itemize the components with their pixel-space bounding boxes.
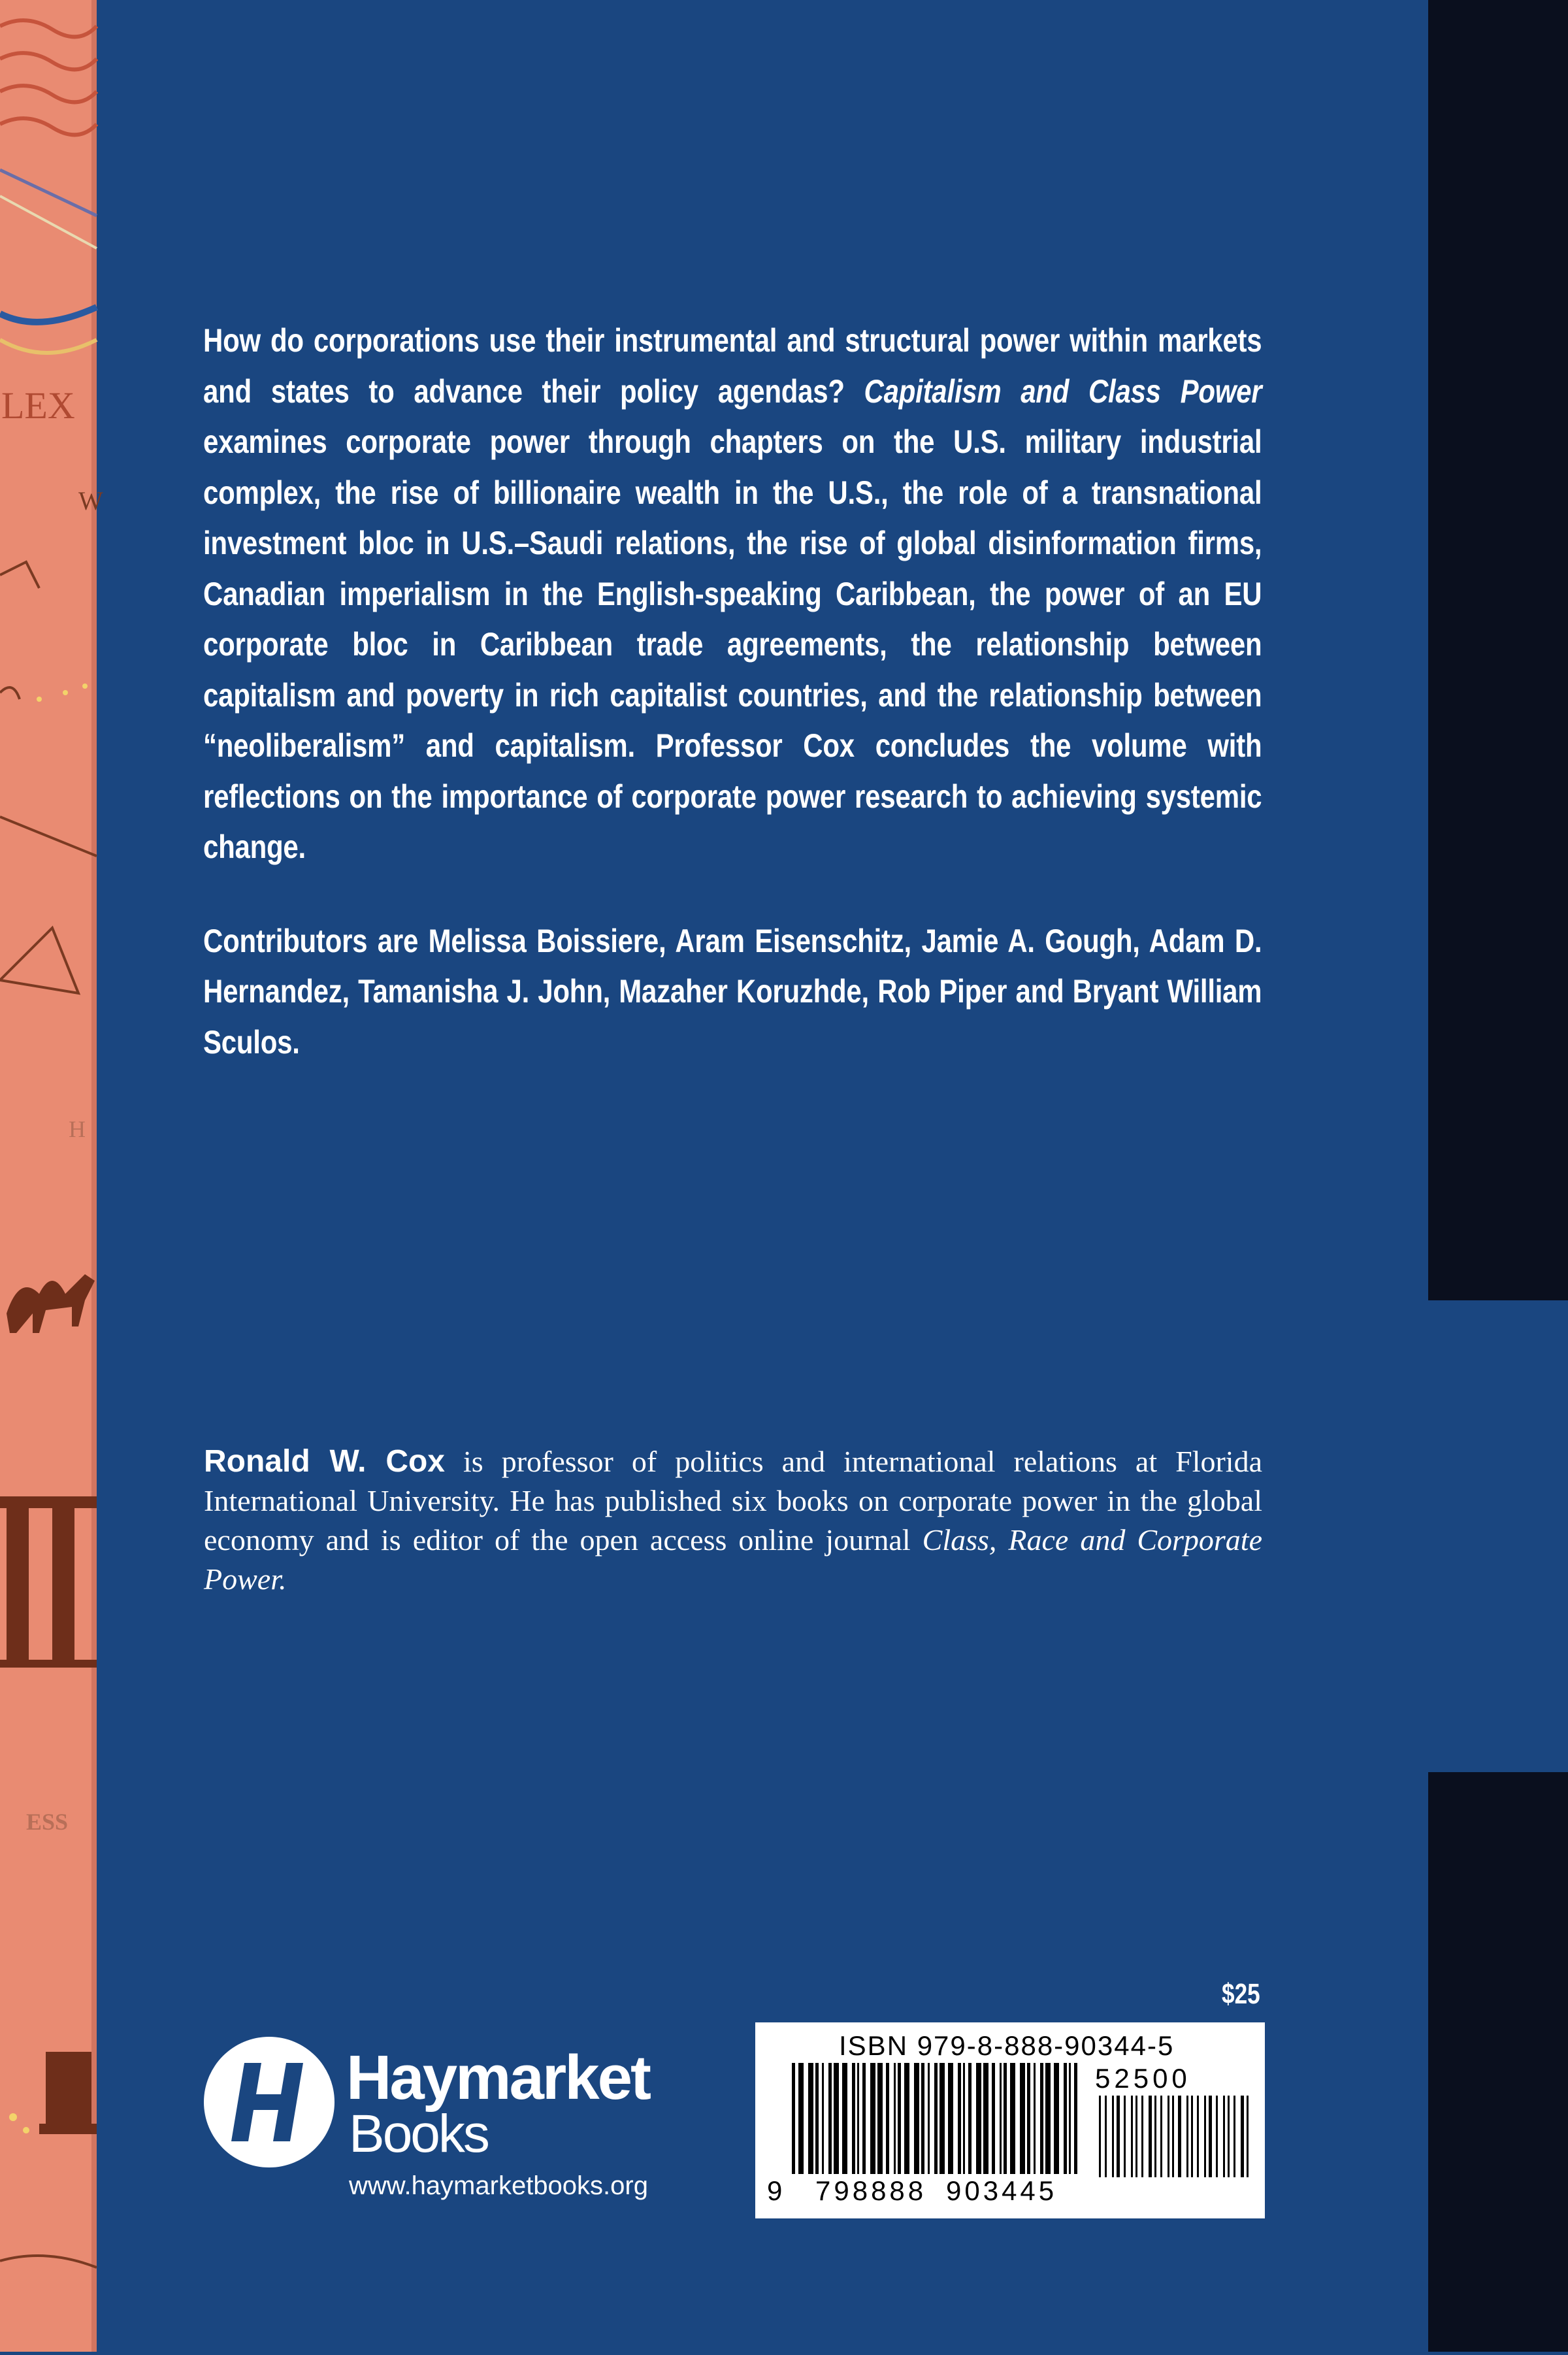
barcode-bar [904,2063,909,2174]
barcode-bar [862,2063,866,2174]
barcode-bar [992,2063,995,2174]
book-title-inline: Capitalism and Class Power [864,372,1262,410]
barcode-bar [1000,2063,1002,2174]
barcode-bar [898,2063,901,2174]
barcode-bar [983,2063,988,2174]
barcode-bar [1197,2096,1199,2177]
barcode-bar [815,2063,819,2174]
cover-illustration-strip [0,0,103,2352]
author-name: Ronald W. Cox [204,1444,446,1479]
barcode-bar [1247,2096,1249,2177]
barcode-bar [808,2063,813,2174]
barcode-main-bars [792,2063,1079,2181]
edge-bar-bottom [1428,1772,1568,2352]
barcode-bar [1141,2096,1143,2177]
barcode-bar [1054,2063,1059,2174]
price: $25 [1222,1978,1260,2010]
barcode-bar [1241,2096,1244,2177]
barcode-bar [1027,2063,1030,2174]
barcode-digits-left: 798888 [815,2175,927,2206]
barcode-bar [1172,2096,1174,2177]
publisher-logo [204,2037,700,2213]
barcode-bar [914,2063,919,2174]
barcode-bar [1216,2096,1218,2177]
barcode-bar [928,2063,930,2174]
barcode-bar [1069,2063,1071,2174]
journal-title: Class, Race and Corporate Power. [204,1523,1263,1596]
barcode-bar [1064,2063,1067,2174]
spine-edge-bars [1428,0,1568,2352]
description-text-start: How do corporations use their instrumental and structural power within markets and states to advance their policy agendas? [203,322,1262,410]
contributors-paragraph: Contributors are Melissa Boissiere, Aram Eisenschitz, Jamie A. Gough, Adam D. Hernandez, Tamanisha J. John, Mazaher Koruzhde, Rob Piper and Bryant William Sculos. [203,922,1262,1061]
book-description [203,316,1262,1068]
barcode-bar [828,2063,832,2174]
barcode-bar [886,2063,889,2174]
barcode-bar [1233,2096,1235,2177]
barcode-bar [1168,2096,1169,2177]
barcode-bar [958,2063,961,2174]
barcode-bar [1191,2096,1193,2177]
barcode-bar [857,2063,859,2174]
barcode-bar [921,2063,924,2174]
barcode-digit-first: 9 [767,2175,786,2206]
barcode-bar [968,2063,972,2174]
barcode-digits-right: 903445 [946,2175,1058,2206]
svg-text:H: H [69,1116,86,1142]
barcode-bar [1045,2063,1051,2174]
barcode-bar [1204,2096,1206,2177]
barcode-bar [1074,2063,1077,2174]
svg-text:ESS: ESS [26,1809,69,1835]
barcode-bar [1228,2096,1230,2177]
isbn-barcode [755,2022,1265,2218]
barcode-bar [934,2063,938,2174]
barcode-bar [1223,2096,1225,2177]
isbn-label: ISBN 979-8-888-90344-5 [839,2030,1175,2061]
barcode-bar [1149,2096,1152,2177]
barcode-bar [1178,2096,1181,2177]
publisher-url: www.haymarketbooks.org [349,2171,648,2200]
barcode-bar [1010,2063,1015,2174]
barcode-bar [963,2063,965,2174]
art-fragment-text: LEX [1,384,75,427]
publisher-name: Haymarket [346,2043,649,2113]
barcode-bar [870,2063,875,2174]
barcode-bar [1117,2096,1120,2177]
author-bio [204,1442,1262,1599]
barcode-bar [948,2063,953,2174]
barcode-bar [1186,2096,1188,2177]
barcode-bar [1020,2063,1025,2174]
barcode-bar [1160,2096,1162,2177]
barcode-bar [842,2063,847,2174]
barcode-bar [1112,2096,1114,2177]
barcode-bar [1034,2063,1036,2174]
barcode-bar [798,2063,804,2174]
barcode-bar [822,2063,824,2174]
barcode-bar [1004,2063,1007,2174]
barcode-bar [834,2063,839,2174]
barcode-bar [1209,2096,1212,2177]
barcode-bar [1131,2096,1133,2177]
description-text-rest: examines corporate power through chapters on the U.S. military industrial complex, the rise of billionaire wealth in the U.S., the role of a transnational investment bloc in U.S.–Saudi relations, the rise of global disinformation firms, Canadian imperialism in the English-speaking Caribbean, the power of an EU corporate bloc in Caribbean trade agreements, the relationship between capitalism and poverty in rich capitalist countries, and the relationship between “neoliberalism” and capitalism. Professor Cox concludes the volume with reflections on the importance of corporate power research to achieving systemic change. [203,423,1262,865]
barcode-bar [877,2063,883,2174]
barcode-addon-bars [1099,2096,1249,2181]
barcode-bar [792,2063,795,2174]
barcode-bar [894,2063,896,2174]
barcode-addon-number: 52500 [1095,2063,1191,2094]
barcode-bar [1040,2063,1043,2174]
barcode-bar [1135,2096,1137,2177]
barcode-bar [1124,2096,1126,2177]
edge-bar-top [1428,0,1568,1300]
haymarket-h-logo-icon [204,2037,335,2167]
barcode-bar [976,2063,981,2174]
description-paragraph [203,316,1262,873]
barcode-bar [852,2063,855,2174]
author-bio-text: is professor of politics and international relations at Florida International University. He has published six books on corporate power in the global economy and is editor of the open access online journal [204,1445,1263,1556]
barcode-bar [1154,2096,1156,2177]
barcode-bar [1105,2096,1107,2177]
barcode-bar [1099,2096,1101,2177]
svg-text:W: W [78,486,103,516]
publisher-name-books: Books [349,2104,488,2164]
barcode-bar [939,2063,945,2174]
